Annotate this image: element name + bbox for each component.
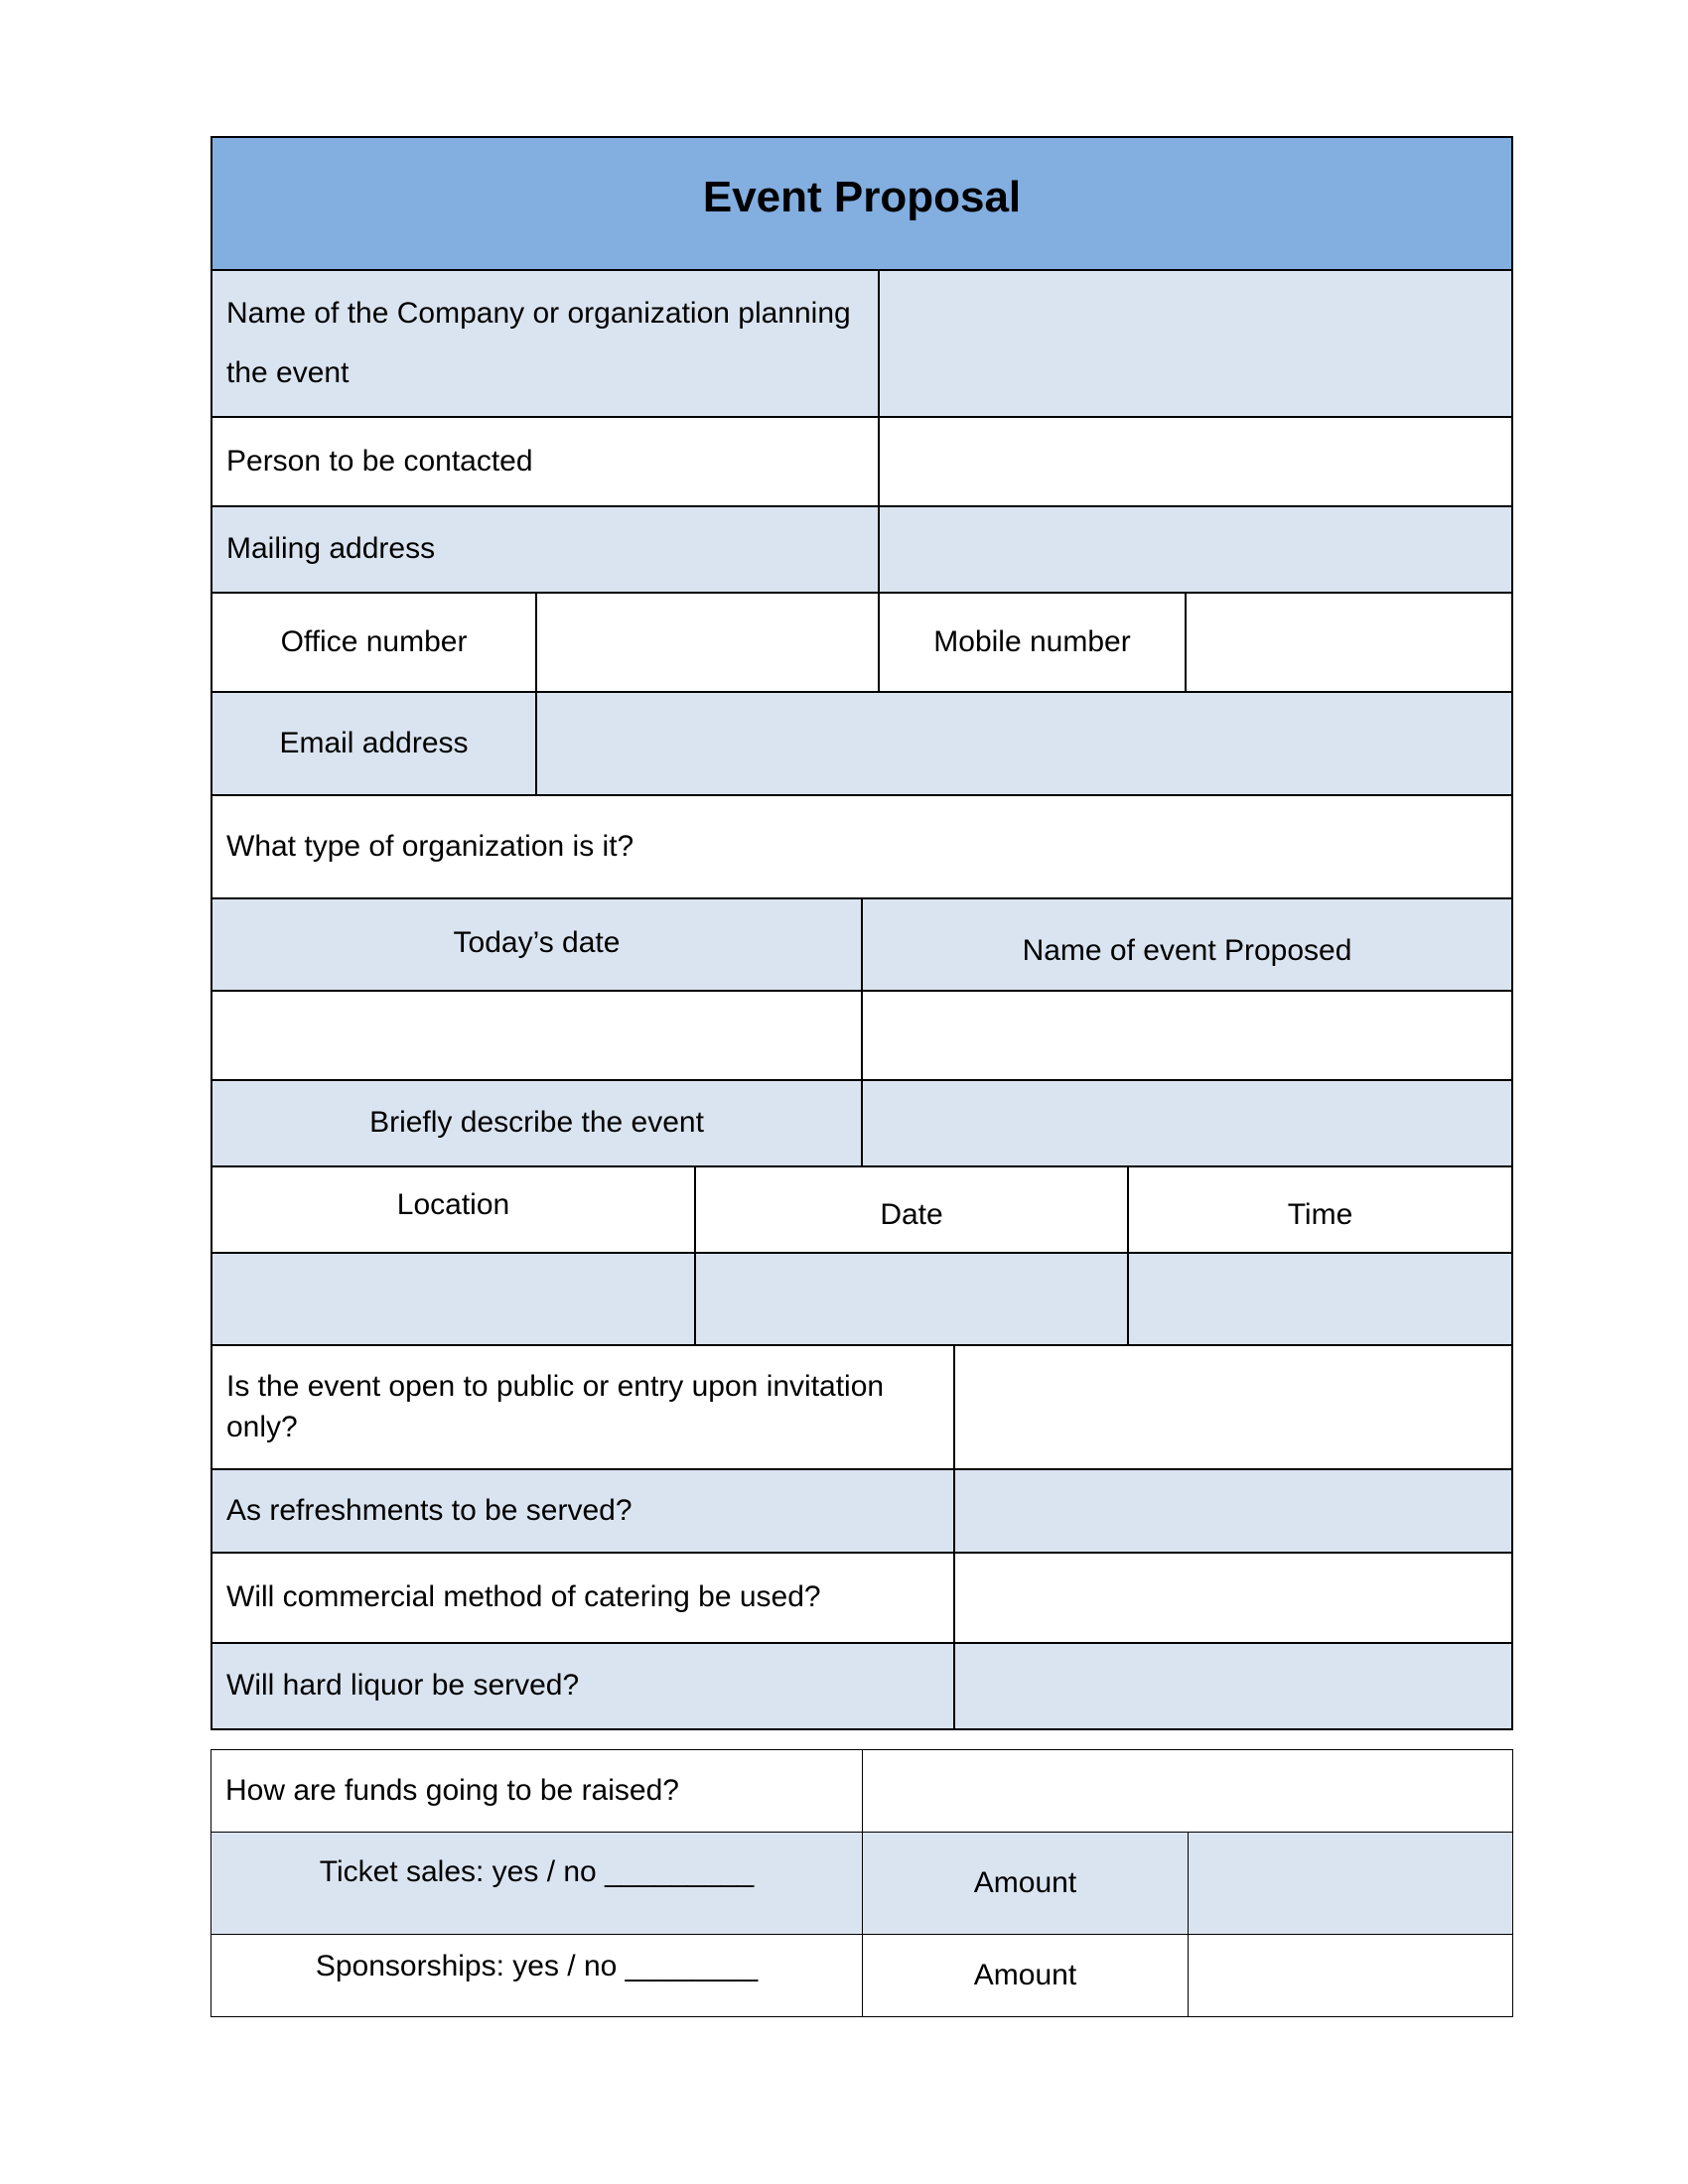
form-title: Event Proposal: [211, 136, 1513, 271]
catering-field[interactable]: [953, 1552, 1513, 1644]
public-field[interactable]: [953, 1344, 1513, 1470]
ticket-amount-field[interactable]: [1188, 1832, 1513, 1935]
event-name-label: Name of event Proposed: [861, 897, 1513, 992]
ticket-sales-label: Ticket sales: yes / no _________: [211, 1832, 863, 1935]
ticket-amount-label: Amount: [862, 1832, 1189, 1935]
contact-field[interactable]: [878, 416, 1513, 507]
org-type-label: What type of organization is it?: [211, 794, 1513, 899]
sponsor-amount-label: Amount: [862, 1934, 1189, 2017]
mobile-field[interactable]: [1185, 592, 1513, 693]
liquor-label: Will hard liquor be served?: [211, 1642, 955, 1730]
company-field[interactable]: [878, 269, 1513, 418]
time-field[interactable]: [1127, 1252, 1513, 1346]
mobile-label: Mobile number: [878, 592, 1187, 693]
liquor-field[interactable]: [953, 1642, 1513, 1730]
time-label: Time: [1127, 1165, 1513, 1254]
event-name-field[interactable]: [861, 990, 1513, 1081]
email-field[interactable]: [535, 691, 1513, 796]
mailing-label: Mailing address: [211, 505, 880, 594]
catering-label: Will commercial method of catering be used?: [211, 1552, 955, 1644]
sponsorships-label: Sponsorships: yes / no ________: [211, 1934, 863, 2017]
describe-label: Briefly describe the event: [211, 1079, 863, 1167]
public-label: Is the event open to public or entry upon invitation only?: [211, 1344, 955, 1470]
mailing-field[interactable]: [878, 505, 1513, 594]
contact-label: Person to be contacted: [211, 416, 880, 507]
date-field[interactable]: [694, 1252, 1129, 1346]
todays-date-field[interactable]: [211, 990, 863, 1081]
todays-date-label: Today’s date: [211, 897, 863, 992]
location-field[interactable]: [211, 1252, 696, 1346]
office-label: Office number: [211, 592, 537, 693]
refreshments-label: As refreshments to be served?: [211, 1468, 955, 1554]
sponsor-amount-field[interactable]: [1188, 1934, 1513, 2017]
describe-field[interactable]: [861, 1079, 1513, 1167]
funds-question-label: How are funds going to be raised?: [211, 1749, 863, 1833]
funds-question-field[interactable]: [862, 1749, 1513, 1833]
company-label: Name of the Company or organization planning the event: [211, 269, 880, 418]
date-label: Date: [694, 1165, 1129, 1254]
refreshments-field[interactable]: [953, 1468, 1513, 1554]
email-label: Email address: [211, 691, 537, 796]
location-label: Location: [211, 1165, 696, 1254]
office-field[interactable]: [535, 592, 880, 693]
